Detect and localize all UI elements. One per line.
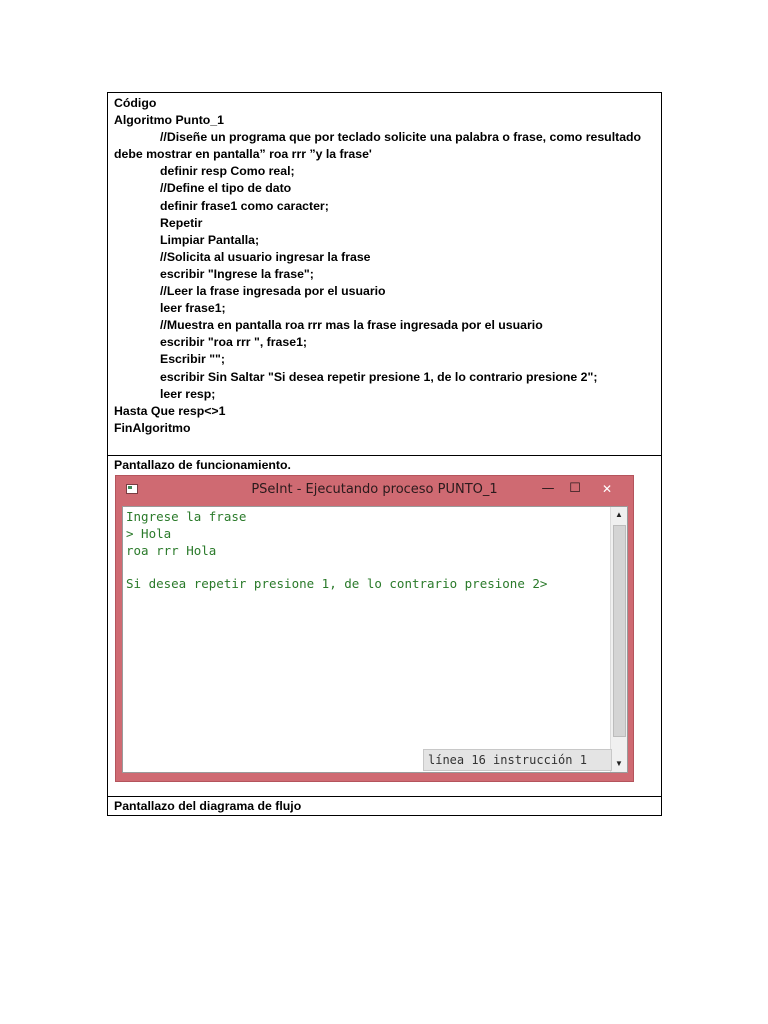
console-output[interactable] — [122, 506, 628, 773]
code-line: escribir "roa rrr ", frase1; — [160, 335, 307, 350]
maximize-button[interactable]: ☐ — [569, 481, 581, 496]
flowchart-label: Pantallazo del diagrama de flujo — [114, 799, 302, 813]
scroll-up-icon[interactable]: ▲ — [615, 510, 623, 519]
document-table — [107, 92, 662, 816]
code-line: //Define el tipo de dato — [160, 181, 292, 196]
code-line: Hasta Que resp<>1 — [114, 403, 226, 418]
window-titlebar[interactable] — [116, 476, 633, 505]
console-line: > Hola — [126, 526, 172, 541]
code-line: Repetir — [160, 215, 203, 230]
code-line: debe mostrar en pantalla” roa rrr ”y la frase' — [114, 147, 372, 162]
code-line: escribir Sin Saltar "Si desea repetir presione 1, de lo contrario presione 2"; — [160, 369, 598, 384]
code-line: //Muestra en pantalla roa rrr mas la frase ingresada por el usuario — [160, 318, 543, 333]
console-line: roa rrr Hola — [126, 543, 217, 558]
code-line: Limpiar Pantalla; — [160, 232, 260, 247]
window-title: PSeInt - Ejecutando proceso PUNTO_1 — [251, 482, 498, 497]
console-line: Ingrese la frase — [126, 509, 247, 524]
code-line: leer resp; — [160, 386, 216, 401]
console-line: Si desea repetir presione 1, de lo contrario presione 2> — [126, 576, 548, 591]
code-line: FinAlgoritmo — [114, 420, 191, 435]
code-line: //Solicita al usuario ingresar la frase — [160, 249, 371, 264]
screenshot-cell — [108, 456, 662, 797]
code-line: //Diseñe un programa que por teclado solicite una palabra o frase, como resultado — [160, 130, 642, 145]
scroll-thumb[interactable] — [613, 525, 626, 737]
code-line: Código — [114, 96, 157, 110]
code-cell — [108, 93, 662, 456]
code-line: Algoritmo Punto_1 — [114, 113, 224, 128]
minimize-button[interactable]: — — [541, 481, 555, 496]
code-line: definir frase1 como caracter; — [160, 198, 329, 213]
status-bar: línea 16 instrucción 1 — [423, 749, 612, 771]
code-line: leer frase1; — [160, 301, 226, 316]
code-line: Escribir ""; — [160, 352, 225, 367]
code-line: //Leer la frase ingresada por el usuario — [160, 284, 386, 299]
scroll-down-icon[interactable]: ▼ — [615, 759, 623, 768]
pseint-window — [115, 475, 634, 782]
screenshot-label: Pantallazo de funcionamiento. — [114, 458, 291, 472]
vertical-scrollbar[interactable] — [610, 507, 627, 772]
close-button[interactable]: ✕ — [601, 482, 613, 496]
code-line: escribir "Ingrese la frase"; — [160, 266, 314, 281]
code-line: definir resp Como real; — [160, 164, 295, 179]
code-listing — [114, 95, 655, 437]
flowchart-cell — [108, 797, 662, 816]
